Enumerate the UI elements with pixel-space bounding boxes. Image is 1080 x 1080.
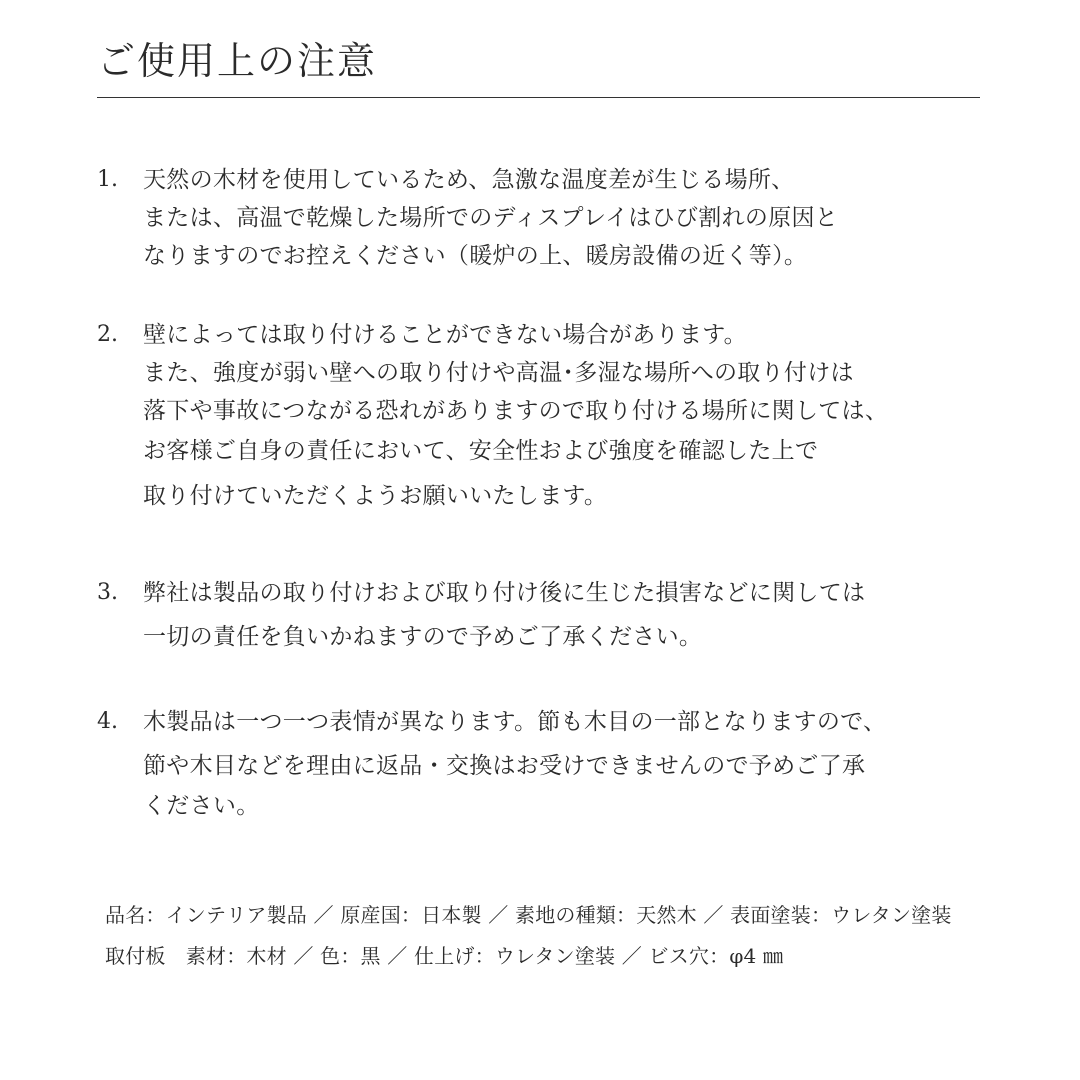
note-line: お客様ご自身の責任において、安全性および強度を確認した上で	[143, 438, 819, 464]
note-line: 天然の木材を使用しているため、急激な温度差が生じる場所、	[143, 167, 795, 193]
note-number: 3.	[97, 580, 118, 605]
page-title: ご使用上の注意	[97, 39, 378, 83]
title-divider	[97, 97, 980, 98]
note-number: 4.	[97, 709, 118, 734]
mount-board-spec-line: 取付板 素材：木材 ／ 色：黒 ／ 仕上げ：ウレタン塗装 ／ ビス穴：φ4 ㎜	[105, 944, 784, 968]
note-line: ください。	[143, 793, 260, 819]
note-line: 木製品は一つ一つ表情が異なります。節も木目の一部となりますので、	[143, 709, 887, 735]
note-number: 2.	[97, 322, 118, 347]
note-line: 弊社は製品の取り付けおよび取り付け後に生じた損害などに関しては	[143, 580, 866, 606]
note-line: 一切の責任を負いかねますので予めご了承ください。	[143, 624, 703, 650]
product-spec-line: 品名：インテリア製品 ／ 原産国：日本製 ／ 素地の種類：天然木 ／ 表面塗装：ウレタン塗装	[105, 903, 952, 927]
note-line: 取り付けていただくようお願いいたします。	[143, 483, 608, 509]
note-line: 落下や事故につながる恐れがありますので取り付ける場所に関しては、	[143, 398, 889, 424]
note-line: なりますのでお控えください（暖炉の上、暖房設備の近く等）。	[143, 243, 808, 269]
note-line: また、強度が弱い壁への取り付けや高温･多湿な場所への取り付けは	[143, 360, 854, 386]
note-line: 壁によっては取り付けることができない場合があります。	[143, 322, 747, 348]
note-line: 節や木目などを理由に返品・交換はお受けできませんので予めご了承	[143, 753, 866, 779]
note-line: または、高温で乾燥した場所でのディスプレイはひび割れの原因と	[143, 205, 839, 231]
note-number: 1.	[97, 167, 118, 192]
